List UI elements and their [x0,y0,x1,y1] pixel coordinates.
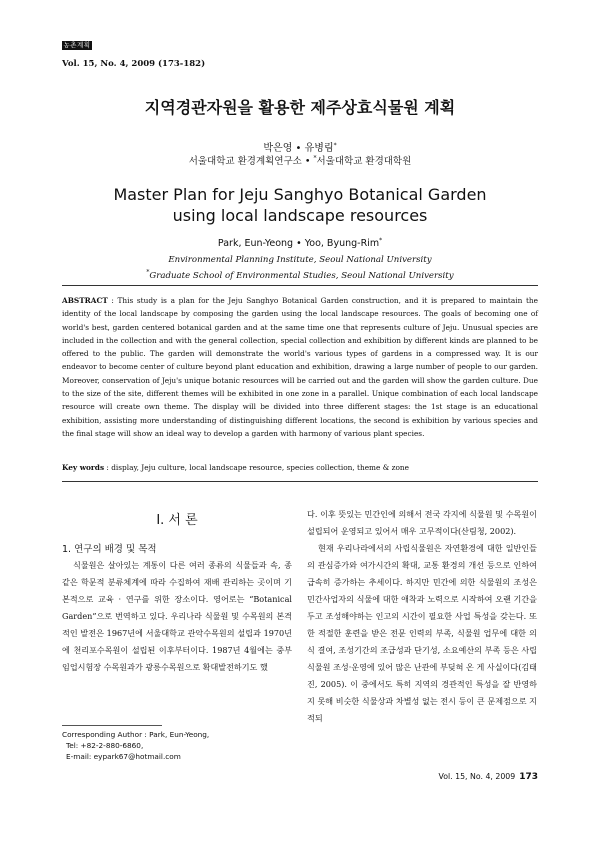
abstract [62,294,538,440]
korean-author-star: * [333,142,337,149]
keywords-text: : display, Jeju culture, local landscape resource, species collection, theme & zone [104,463,409,472]
english-title-line-1: Master Plan for Jeju Sanghyo Botanical Garden [113,185,487,204]
korean-affiliation [0,153,600,167]
korean-affiliation-2: 서울대학교 환경대학원 [316,156,412,167]
abstract-text: : This study is a plan for the Jeju Sanghyo Botanical Garden construction, and it is prepared to maintain the identity of the local landscape by composing the garden using the local landscape resources. The goals of becoming one of world's best, garden centered botanical garden and at the same time one that represents culture of Jeju. Unusual species are included in the collection and with the general collection, special collection and exhibition by different kinds are planned to be offered to the public. The garden will demonstrate the world's various types of gardens in a compressed way. It is our endeavor to become center of culture beyond plant education and exhibition, drawing a large number of people to our garden. Moreover, conservation of Jeju's unique botanic resources will be carried out and the garden will show the garden culture. Due to the size of the site, different themes will be exhibited in one zone in a parallel. Unique combination of each local landscape resource will create own theme. The display will be divided into three different stages: the 1st stage is an educational exhibition, assisting more understanding of distinguishing different locations, the second is exhibition by various species and the final stage will show an ideal way to develop a garden with harmony of various plant species. [62,296,538,438]
english-authors [0,237,600,249]
english-author-names: Park, Eun-Yeong • Yoo, Byung-Rim [217,238,380,249]
footer-volume: Vol. 15, No. 4, 2009 [438,772,516,781]
subsection-title: 1. 연구의 배경 및 목적 [62,544,157,555]
body-left-column [62,557,292,676]
korean-affiliation-1: 서울대학교 환경계획연구소 • [188,156,314,167]
body-paragraph: 다. 이후 뜻있는 민간인에 의해서 전국 각지에 식물원 및 수목원이 설립되어 운영되고 있어서 매우 고무적이다(산림청, 2002). [307,509,537,536]
abstract-bottom-rule [62,481,538,482]
footnote-tel: Tel: +82-2-880-6860, [66,741,144,750]
english-title-line-2: using local landscape resources [172,206,428,225]
english-affiliation-1: Environmental Planning Institute, Seoul National University [168,255,432,265]
english-affiliation-2 [0,269,600,281]
footnote-rule [62,725,162,726]
body-paragraph: 식물원은 살아있는 계통이 다른 여러 종류의 식물들과 속, 종 같은 학문적 분류체계에 따라 수집하여 재배 관리하는 곳이며 기본적으로 교육 · 연구를 위한 장소이다. 영어로는 “Botanical Garden”으로 번역하고 있다. 우리나라 식물원 및 수목원의 본격적인 발전은 1967년에 서울대학교 관악수목원의 설립과 1970년에 천리포수목원이 설립된 이후부터이다. 1987년 4월에는 중부임업시험장 수목원과가 광릉수목원으로 확대발전하기도 했 [62,560,292,672]
footnote-email: E-mail: eypark67@hotmail.com [66,752,181,761]
page-number: 173 [519,772,538,782]
footnote [62,729,209,762]
korean-title: 지역경관자원을 활용한 제주상효식물원 계획 [144,98,456,117]
body-paragraph: 현재 우리나라에서의 사립식물원은 자연환경에 대한 일반인들의 관심증가와 여가시간의 확대, 교통 환경의 개선 등으로 인하여 급속히 증가하는 추세이다. 하지만 민간에 의한 식물원의 조성은 민간사업자의 식물에 대한 애착과 노력으로 시작하여 오랜 기간을 두고 조성해야하는 인고의 시간이 필요한 사업 특성을 갖는다. 또한 적절한 훈련을 받은 전문 인력의 부족, 식물원 업무에 대한 의식 결여, 조성기간의 조급성과 단기성, 소요예산의 부족 등은 사립식물원 조성·운영에 있어 많은 난관에 부딪혀 온 게 사실이다(김태진, 2005). 이 중에서도 특히 지역의 경관적인 특성을 잘 반영하지 못해 비슷한 식물상과 차별성 없는 전시 등이 큰 문제점으로 지적되 [307,543,537,723]
page-footer [420,772,538,782]
abstract-label: ABSTRACT [62,296,108,305]
korean-author-names: 박은영 • 유병림 [263,143,334,154]
abstract-top-rule [62,285,538,286]
korean-authors [0,139,600,154]
journal-logo: 농촌계획 [63,41,91,49]
keywords-label: Key words [62,463,105,472]
english-affiliation-2-text: Graduate School of Environmental Studies, Seoul National University [149,271,454,281]
english-author-star: * [379,237,383,244]
body-right-column [307,506,537,727]
korean-affiliation-star: * [313,155,317,162]
footnote-author: Corresponding Author : Park, Eun-Yeong, [62,730,210,739]
section-title: I. 서 론 [156,513,198,528]
volume-line: Vol. 15, No. 4, 2009 (173-182) [62,59,206,69]
keywords [62,462,538,473]
english-affiliation-star: * [146,269,150,276]
